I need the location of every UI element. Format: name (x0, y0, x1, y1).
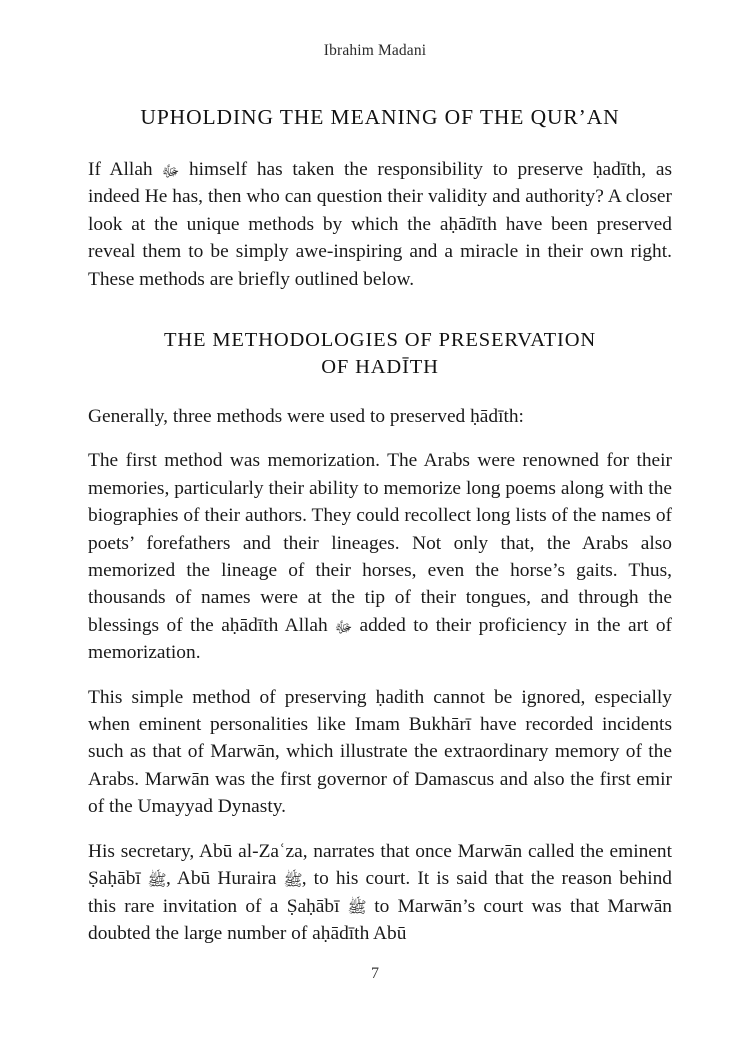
page-content (88, 96, 672, 947)
section-heading-line-2: OF HADĪTH (321, 355, 439, 378)
page-title: UPHOLDING THE MEANING OF THE QUR’AN (140, 105, 620, 129)
paragraph-secretary: His secretary, Abū al-Zaʿza, narrates that once Marwān called the eminent Ṣaḥābī ﷺ, Abū Huraira ﷺ, to his court. It is said that the reason behind this rare invitation of a Ṣaḥābī ﷺ to Marwān’s court was that Marwān doubted the large number of aḥādīth Abū (88, 840, 672, 944)
paragraph-memorization: The first method was memorization. The Arabs were renowned for their memories, particularly their ability to memorize long poems along with the biographies of their authors. They could recollect long lists of the names of poets’ forefathers and their lineages. Not only that, the Arabs also memorized the lineage of their horses, even the horse’s gaits. Thus, thousands of names were at the tip of their tongues, and through the blessings of the aḥādīth Allah ﷻ added to their proficiency in the art of memorization. (88, 450, 672, 664)
paragraph-generally: Generally, three methods were used to preserved ḥādīth: (88, 406, 524, 427)
running-head: Ibrahim Madani (323, 42, 427, 59)
section-heading-methodologies (88, 327, 672, 381)
paragraph-simple-method: This simple method of preserving ḥadith cannot be ignored, especially when eminent personalities like Imam Bukhārī have recorded incidents such as that of Marwān, which illustrate the extraordinary memory of the Arabs. Marwān was the first governor of Damascus and also the first emir of the Umayyad Dynasty. (88, 686, 672, 818)
page-number: 7 (371, 965, 379, 982)
section-heading-line-1: THE METHODOLOGIES OF PRESERVATION (163, 328, 597, 351)
paragraph-preserve-hadith: If Allah ﷻ himself has taken the responsibility to preserve ḥadīth, as indeed He has, then who can question their validity and authority? A closer look at the unique methods by which the aḥādīth have been preserved reveal them to be simply awe-inspiring and a miracle in their own right. These methods are briefly outlined below. (88, 158, 673, 290)
